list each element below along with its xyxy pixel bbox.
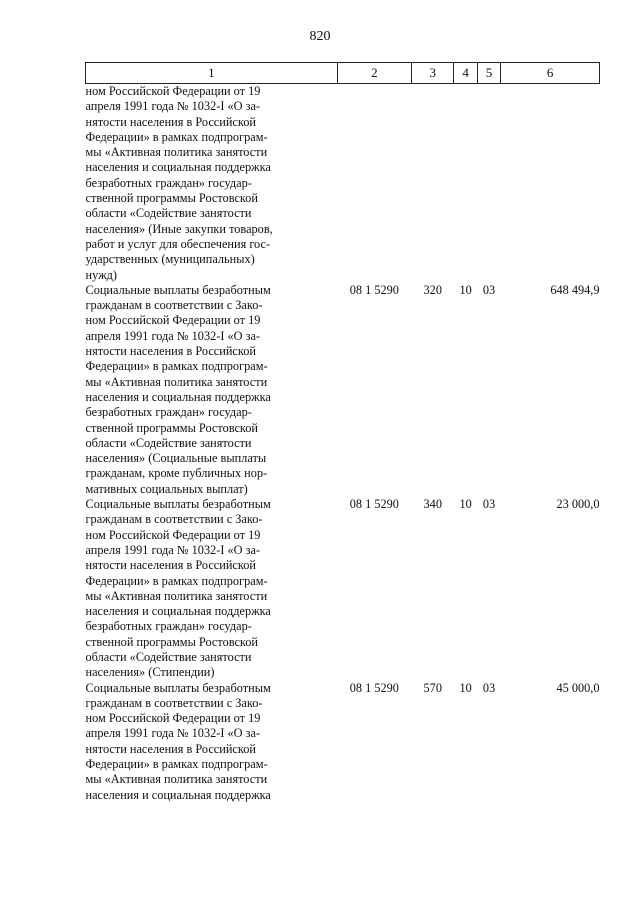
row-subsection [477, 84, 500, 283]
row-amount [501, 84, 600, 283]
row-target-code [337, 84, 411, 283]
budget-table [85, 62, 600, 803]
table-row [86, 497, 600, 681]
row-subsection: 03 [482, 680, 496, 695]
table-header-row [86, 63, 600, 84]
row-target-code: 08 1 5290 [349, 282, 399, 297]
row-description: Социальные выплаты безработным гражданам в соответствии с Зако- ном Российской Федерации от 19 апреля 1991 года № 1032-I «О за- нятости населения в Российской Федерации» в рамках подпрограм- мы «Активная политика занятости населения и социальная поддержка безработных граждан» государ- ственной программы Ростовской области «Содействие занятости населения» (Социальные выплаты гражданам, кроме публичных нор- мативных социальных выплат) [85, 282, 271, 496]
row-target-code: 08 1 5290 [349, 680, 399, 695]
table-row [86, 681, 600, 803]
row-amount: 45 000,0 [556, 680, 600, 695]
row-section [454, 84, 477, 283]
header-col-5: 5 [477, 63, 500, 84]
row-expense-type: 570 [423, 680, 442, 695]
row-description: Социальные выплаты безработным гражданам в соответствии с Зако- ном Российской Федерации от 19 апреля 1991 года № 1032-I «О за- нятости населения в Российской Федерации» в рамках подпрограм- мы «Активная политика занятости населения и социальная поддержка [85, 680, 271, 802]
header-col-4: 4 [454, 63, 477, 84]
row-subsection: 03 [482, 282, 496, 297]
row-section: 10 [459, 282, 472, 297]
row-amount: 23 000,0 [556, 497, 600, 512]
table-row [86, 84, 600, 283]
row-target-code: 08 1 5290 [349, 497, 399, 512]
row-expense-type [412, 84, 454, 283]
page-number: 820 [309, 29, 331, 44]
table-row [86, 283, 600, 497]
header-col-2: 2 [337, 63, 411, 84]
row-description: Социальные выплаты безработным гражданам в соответствии с Зако- ном Российской Федерации от 19 апреля 1991 года № 1032-I «О за- нятости населения в Российской Федерации» в рамках подпрограм- мы «Активная политика занятости населения и социальная поддержка безработных граждан» государ- ственной программы Ростовской области «Содействие занятости населения» (Стипендии) [85, 497, 271, 680]
row-description: ном Российской Федерации от 19 апреля 1991 года № 1032-I «О за- нятости населения в Российской Федерации» в рамках подпрограм- мы «Активная политика занятости населения и социальная поддержка безработных граждан» государ- ственной программы Ростовской области «Содействие занятости населения» (Иные закупки товаров, работ и услуг для обеспечения гос- ударственных (муниципальных) нужд) [85, 84, 273, 282]
header-col-1: 1 [86, 63, 338, 84]
row-expense-type: 320 [423, 282, 442, 297]
row-amount: 648 494,9 [550, 282, 600, 297]
row-section: 10 [459, 497, 472, 512]
row-subsection: 03 [482, 497, 496, 512]
row-section: 10 [459, 680, 472, 695]
header-col-3: 3 [412, 63, 454, 84]
header-col-6: 6 [501, 63, 600, 84]
row-expense-type: 340 [423, 497, 442, 512]
